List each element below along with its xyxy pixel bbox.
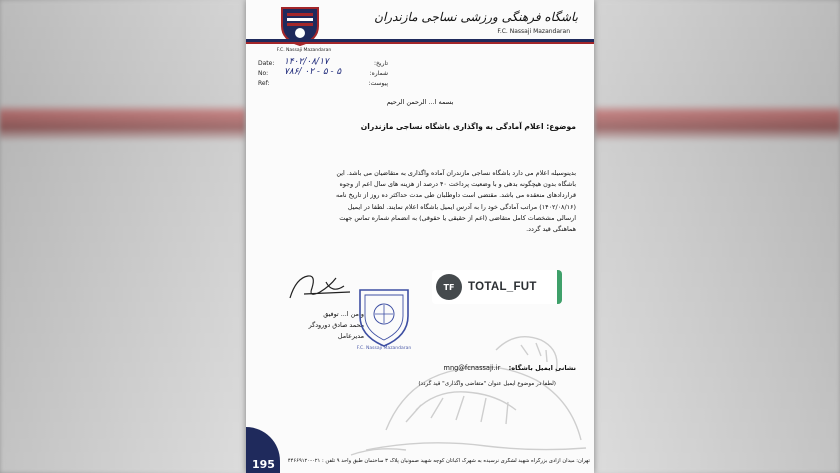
club-logo-caption: F.C. Nassaji Mazandaran: [276, 48, 332, 53]
date-value: ۱۴۰۲/۰۸/۱۷: [284, 57, 329, 67]
total-fut-text: TOTAL_FUT: [468, 281, 537, 293]
total-fut-watermark: [432, 270, 562, 304]
body-line: هماهنگی قید گردد.: [526, 225, 576, 234]
footer-address: تهران: میدان آزادی بزرگراه شهید لشگری نرسیده به شهرک اکباتان کوچه شهید صمونیان پلاک ۳ ساختمان طبق واحد ۹ تلفن : ۰۲۱-۴۴۶۶۹۱۲۰: [287, 458, 590, 464]
watermark-accent-bar: [557, 270, 562, 304]
letter-meta: [258, 57, 388, 90]
ref-label-en: Ref:: [258, 80, 270, 87]
email-note: (لطفا در موضوع ایمیل عنوان "متقاضی واگذاری" قید گردد): [418, 381, 556, 387]
body-line: باشگاه بدون هیچگونه بدهی و با وضعیت پرداخت ۴۰ درصد از هزینه های سال اعم از وجوه: [339, 180, 576, 189]
email-address[interactable]: mng@fcnassaji.ir: [443, 364, 501, 372]
stamp-caption: F.C. Nassaji Mazandaran: [356, 346, 412, 351]
body-line: ارسالی مشخصات کامل متقاضی (اعم از حقیقی یا حقوقی) به انضمام شماره تماس جهت: [339, 213, 576, 222]
letter-body: [260, 168, 576, 235]
corner-badge: [246, 427, 280, 473]
body-line: قراردادهای منعقده می باشد. مقتضی است داوطلبان طی مدت حداکثر ده روز از تاریخ نامه: [336, 191, 576, 200]
ref-label-fa: پیوست:: [368, 80, 388, 87]
date-label-en: Date:: [258, 60, 275, 67]
club-name-english: F.C. Nassaji Mazandaran: [497, 28, 570, 35]
signature-block: [288, 309, 364, 342]
club-name-persian: باشگاه فرهنگی ورزشی نساجی مازندران: [374, 10, 578, 24]
closing-phrase: و من ا... توفیق: [323, 310, 364, 318]
signature: [286, 268, 356, 306]
bismillah: بسمه ا... الرحمن الرحیم: [386, 98, 454, 106]
body-line: (۱۴۰۲/۰۸/۱۶) مراتب آمادگی خود را به آدرس ایمیل باشگاه اعلام نمایند. لطفا در ایمیل: [347, 202, 576, 211]
total-fut-logo-icon: TF: [436, 274, 462, 300]
letter-subject: موضوع: اعلام آمادگی به واگذاری باشگاه نساجی مازندران: [360, 122, 576, 131]
letter-paper: [246, 0, 594, 473]
number-label-en: No:: [258, 70, 269, 77]
club-stamp: [354, 286, 414, 348]
signer-title: مدیرعامل: [337, 332, 364, 340]
background-blur-left: [0, 0, 245, 473]
corner-number: 195: [252, 458, 275, 471]
email-line: [444, 364, 576, 372]
body-line: بدینوسیله اعلام می دارد باشگاه نساجی مازندران آماده واگذاری به متقاضیان می باشد. این: [336, 169, 576, 177]
number-label-fa: شماره:: [369, 70, 388, 77]
email-label: نشانی ایمیل باشگاه:: [508, 364, 576, 372]
meta-number-row: [258, 67, 388, 80]
date-label-fa: تاریخ:: [374, 60, 388, 67]
number-value: ۷۸۶/ ۰۲ - ۵ - ۵: [284, 67, 342, 77]
signer-name: محمد صادق دورودگر: [308, 321, 364, 329]
background-blur-right: [595, 0, 840, 473]
meta-ref-row: [258, 80, 388, 90]
header-stripe-red: [246, 42, 594, 44]
